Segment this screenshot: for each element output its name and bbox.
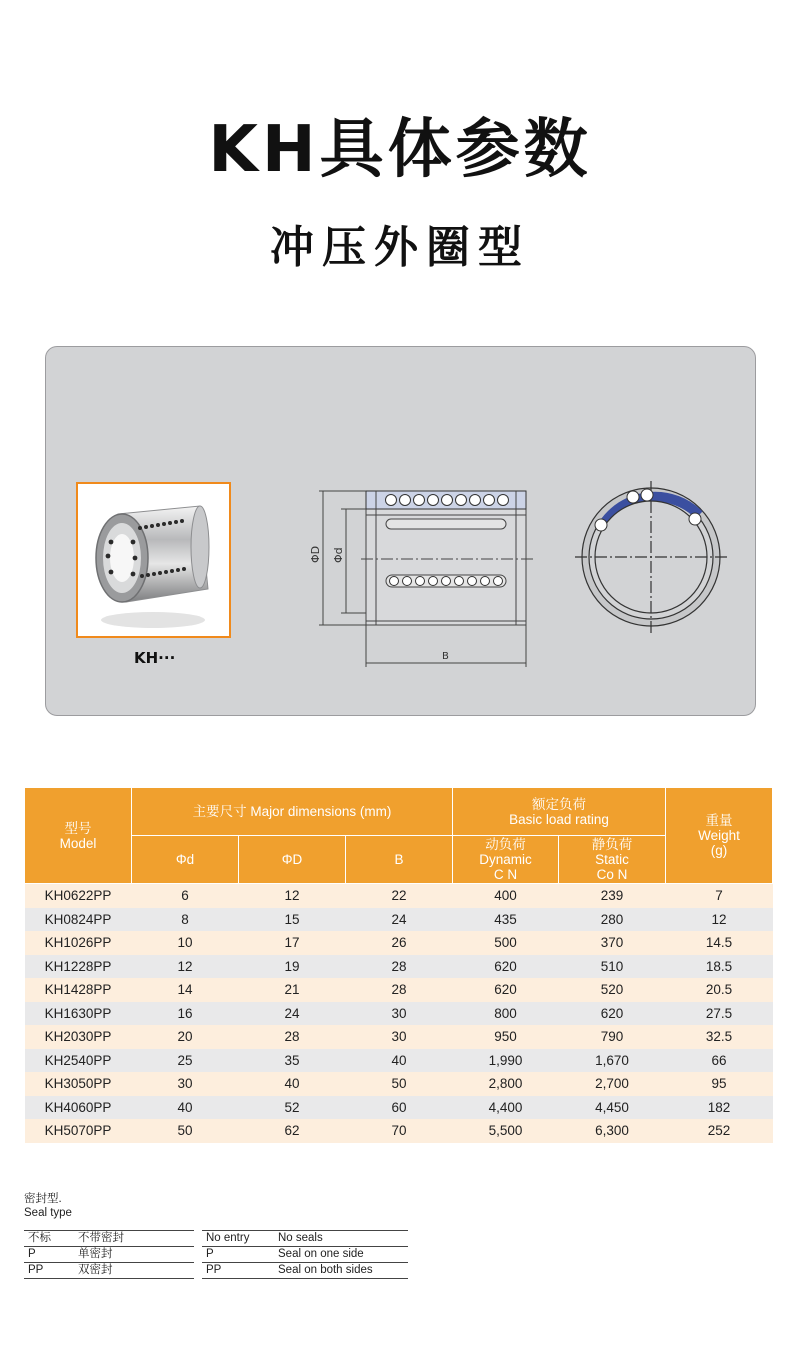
cell-static: 620 bbox=[559, 1002, 666, 1026]
cell-D: 12 bbox=[239, 884, 346, 908]
cell-B: 28 bbox=[346, 955, 453, 979]
cell-static: 510 bbox=[559, 955, 666, 979]
cell-static: 370 bbox=[559, 931, 666, 955]
cell-d: 25 bbox=[132, 1049, 239, 1073]
product-drawing-panel bbox=[45, 346, 756, 716]
cell-model: KH1026PP bbox=[25, 931, 132, 955]
cell-B: 70 bbox=[346, 1119, 453, 1143]
table-row bbox=[25, 1072, 773, 1096]
cell-dynamic: 620 bbox=[453, 978, 559, 1002]
header-dynamic-en: Dynamic bbox=[479, 852, 532, 867]
seal-code: PP bbox=[202, 1263, 274, 1279]
header-dynamic-cn: 动负荷 bbox=[485, 837, 526, 852]
cell-B: 28 bbox=[346, 978, 453, 1002]
cell-static: 790 bbox=[559, 1025, 666, 1049]
seal-row bbox=[24, 1247, 194, 1263]
seal-desc: Seal on one side bbox=[274, 1247, 408, 1263]
cell-dynamic: 4,400 bbox=[453, 1096, 559, 1120]
end-view-drawing bbox=[571, 475, 731, 635]
cell-dynamic: 620 bbox=[453, 955, 559, 979]
seal-row bbox=[202, 1231, 408, 1247]
header-load-en: Basic load rating bbox=[509, 811, 609, 827]
cell-weight: 95 bbox=[666, 1072, 773, 1096]
cell-model: KH2030PP bbox=[25, 1025, 132, 1049]
seal-desc: 双密封 bbox=[74, 1263, 194, 1279]
seal-desc: 单密封 bbox=[74, 1247, 194, 1263]
table-row bbox=[25, 1096, 773, 1120]
header-length: B bbox=[346, 836, 453, 884]
cell-weight: 7 bbox=[666, 884, 773, 908]
header-inner-diameter: Φd bbox=[132, 836, 239, 884]
cell-model: KH3050PP bbox=[25, 1072, 132, 1096]
cell-static: 239 bbox=[559, 884, 666, 908]
cell-model: KH4060PP bbox=[25, 1096, 132, 1120]
seal-code: 不标 bbox=[24, 1231, 74, 1247]
header-load-rating bbox=[453, 788, 666, 836]
cell-d: 40 bbox=[132, 1096, 239, 1120]
seal-row bbox=[202, 1263, 408, 1279]
table-row bbox=[25, 1119, 773, 1143]
cell-d: 6 bbox=[132, 884, 239, 908]
cell-D: 24 bbox=[239, 1002, 346, 1026]
cell-dynamic: 5,500 bbox=[453, 1119, 559, 1143]
header-model bbox=[25, 788, 132, 884]
cell-static: 1,670 bbox=[559, 1049, 666, 1073]
cell-d: 20 bbox=[132, 1025, 239, 1049]
cell-B: 22 bbox=[346, 884, 453, 908]
header-model-en: Model bbox=[59, 835, 97, 851]
header-dynamic-sym: C N bbox=[493, 867, 518, 882]
cell-D: 28 bbox=[239, 1025, 346, 1049]
cell-model: KH0622PP bbox=[25, 884, 132, 908]
cell-weight: 66 bbox=[666, 1049, 773, 1073]
dim-outer-label: ΦD bbox=[309, 545, 322, 563]
cell-d: 16 bbox=[132, 1002, 239, 1026]
header-static-sym: Co N bbox=[596, 867, 628, 882]
cell-d: 12 bbox=[132, 955, 239, 979]
cell-B: 30 bbox=[346, 1025, 453, 1049]
seal-row bbox=[24, 1231, 194, 1247]
header-weight-unit: (g) bbox=[710, 843, 728, 858]
cell-static: 4,450 bbox=[559, 1096, 666, 1120]
cell-static: 6,300 bbox=[559, 1119, 666, 1143]
cell-weight: 18.5 bbox=[666, 955, 773, 979]
cell-dynamic: 435 bbox=[453, 908, 559, 932]
cell-D: 17 bbox=[239, 931, 346, 955]
cell-weight: 14.5 bbox=[666, 931, 773, 955]
cell-model: KH1228PP bbox=[25, 955, 132, 979]
table-row bbox=[25, 1049, 773, 1073]
seal-row bbox=[24, 1263, 194, 1279]
cell-d: 14 bbox=[132, 978, 239, 1002]
cell-d: 30 bbox=[132, 1072, 239, 1096]
cell-dynamic: 950 bbox=[453, 1025, 559, 1049]
cell-static: 520 bbox=[559, 978, 666, 1002]
header-load-cn: 额定负荷 bbox=[532, 796, 586, 812]
cell-B: 60 bbox=[346, 1096, 453, 1120]
cell-model: KH5070PP bbox=[25, 1119, 132, 1143]
cell-model: KH2540PP bbox=[25, 1049, 132, 1073]
cell-B: 30 bbox=[346, 1002, 453, 1026]
seal-table-cn bbox=[24, 1230, 194, 1279]
product-photo-frame bbox=[76, 482, 231, 638]
header-dimensions: 主要尺寸 Major dimensions (mm) bbox=[132, 788, 453, 836]
cell-B: 50 bbox=[346, 1072, 453, 1096]
bearing-photo bbox=[78, 484, 229, 636]
seal-desc: Seal on both sides bbox=[274, 1263, 408, 1279]
table-row bbox=[25, 978, 773, 1002]
cell-static: 280 bbox=[559, 908, 666, 932]
cell-B: 26 bbox=[346, 931, 453, 955]
table-row bbox=[25, 884, 773, 908]
seal-heading-cn: 密封型. bbox=[24, 1193, 62, 1205]
table-row bbox=[25, 955, 773, 979]
cell-static: 2,700 bbox=[559, 1072, 666, 1096]
table-row bbox=[25, 931, 773, 955]
header-static-en: Static bbox=[595, 852, 629, 867]
page-title: KH具体参数 bbox=[208, 113, 592, 187]
cell-D: 21 bbox=[239, 978, 346, 1002]
side-view-drawing bbox=[301, 475, 561, 675]
cell-D: 35 bbox=[239, 1049, 346, 1073]
header-dynamic bbox=[453, 836, 559, 884]
cell-D: 40 bbox=[239, 1072, 346, 1096]
cell-dynamic: 500 bbox=[453, 931, 559, 955]
cell-d: 8 bbox=[132, 908, 239, 932]
seal-desc: No seals bbox=[274, 1231, 408, 1247]
dim-inner-label: Φd bbox=[332, 547, 345, 563]
cell-d: 10 bbox=[132, 931, 239, 955]
header-weight-en: Weight bbox=[698, 828, 740, 843]
header-weight bbox=[666, 788, 773, 884]
seal-code: PP bbox=[24, 1263, 74, 1279]
cell-dynamic: 400 bbox=[453, 884, 559, 908]
cell-dynamic: 2,800 bbox=[453, 1072, 559, 1096]
cell-weight: 20.5 bbox=[666, 978, 773, 1002]
seal-heading-en: Seal type bbox=[24, 1207, 72, 1219]
cell-weight: 27.5 bbox=[666, 1002, 773, 1026]
header-static-cn: 静负荷 bbox=[591, 837, 633, 852]
cell-weight: 252 bbox=[666, 1119, 773, 1143]
cell-model: KH1428PP bbox=[25, 978, 132, 1002]
cell-D: 15 bbox=[239, 908, 346, 932]
header-static bbox=[559, 836, 666, 884]
table-row bbox=[25, 1025, 773, 1049]
table-row bbox=[25, 908, 773, 932]
cell-weight: 182 bbox=[666, 1096, 773, 1120]
seal-code: P bbox=[202, 1247, 274, 1263]
dim-length-label: B bbox=[442, 651, 449, 662]
cell-d: 50 bbox=[132, 1119, 239, 1143]
seal-code: No entry bbox=[202, 1231, 274, 1247]
cell-dynamic: 1,990 bbox=[453, 1049, 559, 1073]
cell-B: 40 bbox=[346, 1049, 453, 1073]
cell-D: 52 bbox=[239, 1096, 346, 1120]
cell-D: 19 bbox=[239, 955, 346, 979]
page-subtitle: 冲压外圈型 bbox=[270, 222, 530, 273]
cell-D: 62 bbox=[239, 1119, 346, 1143]
cell-weight: 32.5 bbox=[666, 1025, 773, 1049]
cell-dynamic: 800 bbox=[453, 1002, 559, 1026]
header-model-cn: 型号 bbox=[64, 820, 92, 836]
spec-table bbox=[24, 787, 773, 1143]
seal-table-en bbox=[202, 1230, 408, 1279]
seal-code: P bbox=[24, 1247, 74, 1263]
cell-model: KH1630PP bbox=[25, 1002, 132, 1026]
header-weight-cn: 重量 bbox=[705, 813, 733, 828]
cell-model: KH0824PP bbox=[25, 908, 132, 932]
table-row bbox=[25, 1002, 773, 1026]
photo-caption: KH··· bbox=[134, 649, 176, 667]
seal-row bbox=[202, 1247, 408, 1263]
cell-weight: 12 bbox=[666, 908, 773, 932]
header-outer-diameter: ΦD bbox=[239, 836, 346, 884]
cell-B: 24 bbox=[346, 908, 453, 932]
seal-desc: 不带密封 bbox=[74, 1231, 194, 1247]
